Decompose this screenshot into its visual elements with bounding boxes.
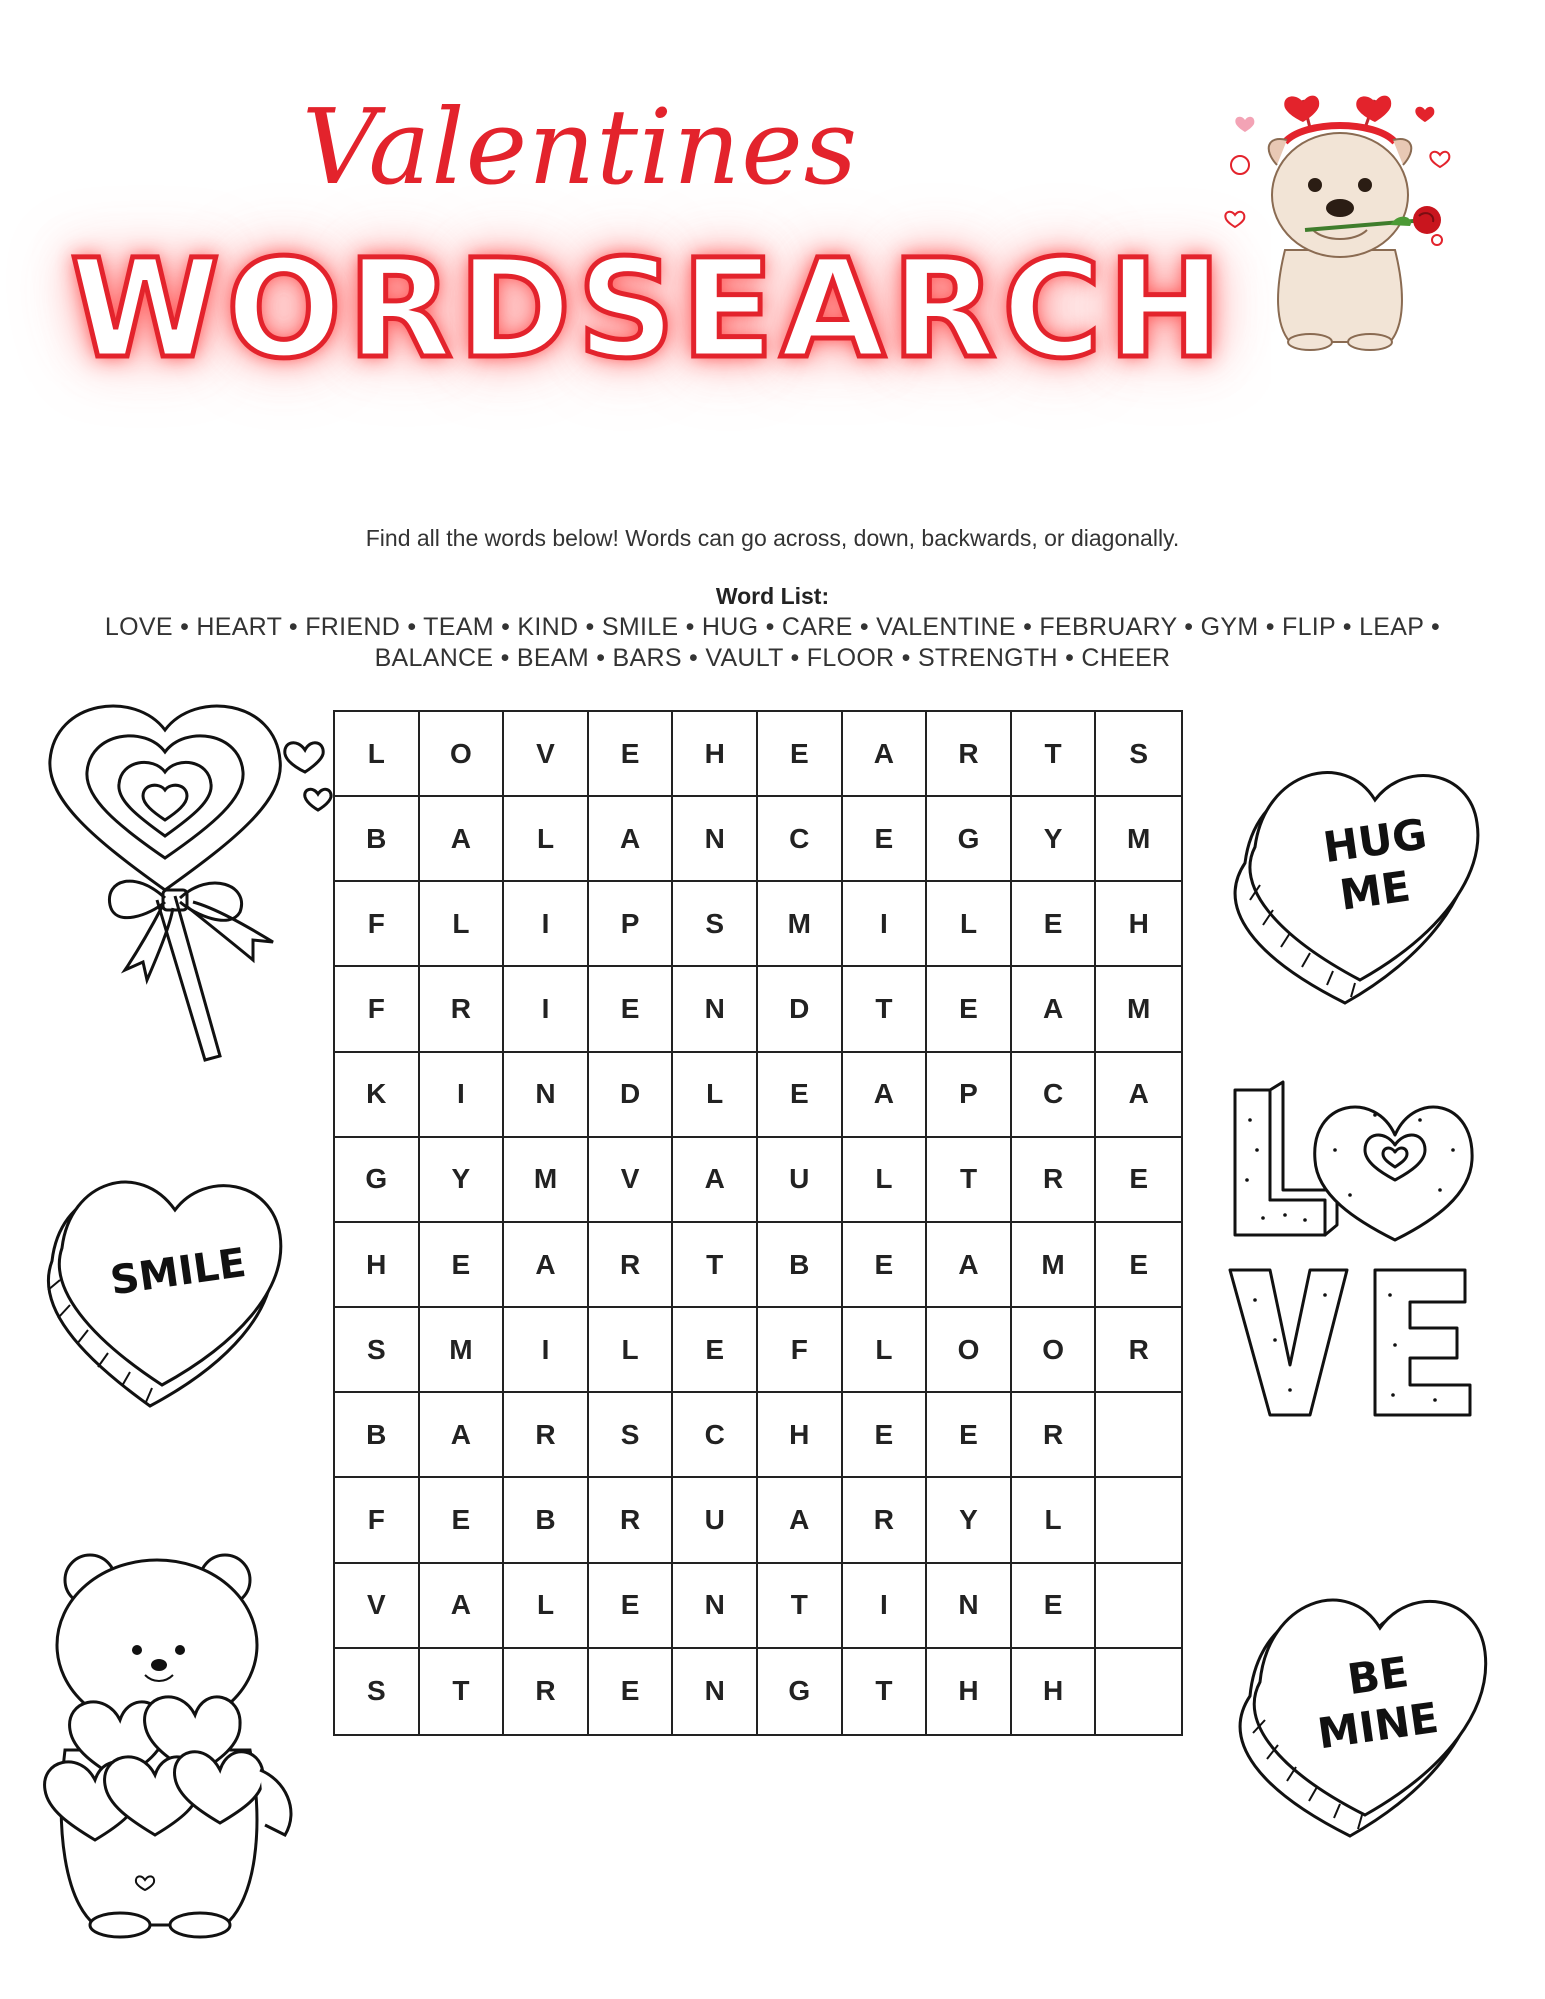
grid-cell[interactable]: A — [843, 712, 928, 797]
grid-cell[interactable]: B — [335, 1393, 420, 1478]
grid-cell[interactable]: A — [758, 1478, 843, 1563]
grid-cell[interactable]: M — [1012, 1223, 1097, 1308]
grid-cell[interactable]: G — [927, 797, 1012, 882]
grid-cell[interactable]: L — [673, 1053, 758, 1138]
grid-cell[interactable]: E — [589, 967, 674, 1052]
hug-line-1: HUG — [1320, 809, 1430, 873]
grid-cell[interactable]: L — [843, 1138, 928, 1223]
grid-cell[interactable]: K — [335, 1053, 420, 1138]
grid-cell[interactable]: E — [758, 1053, 843, 1138]
grid-cell[interactable]: G — [335, 1138, 420, 1223]
love-letters-illustration — [1225, 1080, 1515, 1420]
grid-cell[interactable]: A — [420, 797, 505, 882]
grid-cell[interactable]: P — [589, 882, 674, 967]
grid-cell[interactable]: F — [758, 1308, 843, 1393]
grid-cell[interactable]: B — [335, 797, 420, 882]
grid-cell[interactable]: E — [843, 1393, 928, 1478]
grid-cell[interactable] — [1096, 1649, 1181, 1734]
grid-cell[interactable] — [1096, 1393, 1181, 1478]
grid-cell[interactable]: R — [1012, 1393, 1097, 1478]
grid-cell[interactable]: T — [843, 1649, 928, 1734]
grid-cell[interactable]: N — [673, 797, 758, 882]
grid-cell[interactable]: D — [589, 1053, 674, 1138]
grid-cell[interactable]: A — [927, 1223, 1012, 1308]
grid-cell[interactable]: I — [843, 882, 928, 967]
grid-cell[interactable]: Y — [420, 1138, 505, 1223]
grid-cell[interactable]: Y — [1012, 797, 1097, 882]
grid-cell[interactable]: E — [843, 797, 928, 882]
grid-cell[interactable]: E — [927, 1393, 1012, 1478]
grid-cell[interactable]: H — [673, 712, 758, 797]
grid-cell[interactable]: H — [927, 1649, 1012, 1734]
grid-cell[interactable]: L — [927, 882, 1012, 967]
grid-cell[interactable]: A — [1012, 967, 1097, 1052]
grid-cell[interactable]: U — [758, 1138, 843, 1223]
grid-cell[interactable]: R — [1096, 1308, 1181, 1393]
grid-cell[interactable]: H — [758, 1393, 843, 1478]
be-mine-line-1: BE — [1344, 1647, 1412, 1705]
grid-cell[interactable]: F — [335, 1478, 420, 1563]
grid-cell[interactable]: T — [927, 1138, 1012, 1223]
title-wordsearch: WORDSEARCH — [70, 231, 1228, 389]
grid-cell[interactable]: I — [420, 1053, 505, 1138]
grid-cell[interactable]: S — [335, 1308, 420, 1393]
grid-cell[interactable]: A — [589, 797, 674, 882]
grid-cell[interactable]: L — [1012, 1478, 1097, 1563]
grid-cell[interactable]: E — [420, 1223, 505, 1308]
grid-cell[interactable]: I — [504, 967, 589, 1052]
grid-cell[interactable]: E — [758, 712, 843, 797]
grid-cell[interactable]: A — [420, 1393, 505, 1478]
grid-cell[interactable]: H — [1012, 1649, 1097, 1734]
grid-cell[interactable]: M — [1096, 797, 1181, 882]
grid-cell[interactable]: T — [758, 1564, 843, 1649]
grid-cell[interactable]: V — [589, 1138, 674, 1223]
grid-cell[interactable]: O — [420, 712, 505, 797]
grid-cell[interactable]: R — [420, 967, 505, 1052]
grid-cell[interactable] — [1096, 1564, 1181, 1649]
instructions: Find all the words below! Words can go across, down, backwards, or diagonally. — [365, 525, 1180, 551]
grid-cell[interactable]: A — [420, 1564, 505, 1649]
grid-cell[interactable]: N — [927, 1564, 1012, 1649]
grid-cell[interactable]: B — [758, 1223, 843, 1308]
grid-cell[interactable]: E — [1096, 1138, 1181, 1223]
grid-cell[interactable]: H — [1096, 882, 1181, 967]
grid-cell[interactable]: L — [504, 1564, 589, 1649]
grid-cell[interactable]: E — [589, 712, 674, 797]
grid-cell[interactable]: E — [589, 1649, 674, 1734]
wordsearch-grid — [333, 710, 1183, 1736]
grid-cell[interactable]: E — [1012, 1564, 1097, 1649]
grid-cell[interactable]: C — [758, 797, 843, 882]
grid-cell[interactable]: C — [1012, 1053, 1097, 1138]
grid-cell[interactable]: E — [673, 1308, 758, 1393]
grid-cell[interactable]: E — [927, 967, 1012, 1052]
grid-cell[interactable]: A — [504, 1223, 589, 1308]
grid-cell[interactable]: M — [504, 1138, 589, 1223]
grid-cell[interactable]: N — [673, 967, 758, 1052]
grid-cell[interactable]: R — [1012, 1138, 1097, 1223]
candy-heart-smile — [40, 1160, 300, 1405]
grid-cell[interactable]: O — [1012, 1308, 1097, 1393]
grid-cell[interactable]: T — [420, 1649, 505, 1734]
candy-heart-hug-me — [1215, 735, 1505, 1000]
hug-line-2: ME — [1336, 861, 1414, 920]
grid-cell[interactable]: M — [1096, 967, 1181, 1052]
grid-cell[interactable]: L — [420, 882, 505, 967]
grid-cell[interactable] — [1096, 1478, 1181, 1563]
grid-cell[interactable]: E — [420, 1478, 505, 1563]
word-list-heading: Word List: — [715, 583, 830, 609]
grid-cell[interactable]: R — [589, 1223, 674, 1308]
grid-cell[interactable]: E — [589, 1564, 674, 1649]
grid-cell[interactable]: N — [673, 1564, 758, 1649]
grid-cell[interactable]: S — [589, 1393, 674, 1478]
grid-cell[interactable]: N — [673, 1649, 758, 1734]
title-script: Valentines — [301, 86, 859, 208]
grid-cell[interactable]: Y — [927, 1478, 1012, 1563]
grid-cell[interactable]: M — [420, 1308, 505, 1393]
grid-cell[interactable]: T — [1012, 712, 1097, 797]
grid-cell[interactable]: L — [843, 1308, 928, 1393]
bulldog-illustration — [1215, 80, 1465, 350]
grid-cell[interactable]: G — [758, 1649, 843, 1734]
grid-cell[interactable]: F — [335, 967, 420, 1052]
word-list-line: LOVE • HEART • FRIEND • TEAM • KIND • SMILE • HUG • CARE • VALENTINE • FEBRUARY • GYM • FLIP • LEAP • — [104, 613, 1441, 641]
grid-cell[interactable]: N — [504, 1053, 589, 1138]
grid-cell[interactable]: E — [1096, 1223, 1181, 1308]
grid-cell[interactable]: T — [673, 1223, 758, 1308]
grid-cell[interactable]: I — [504, 1308, 589, 1393]
grid-cell[interactable]: R — [504, 1393, 589, 1478]
be-mine-line-2: MINE — [1314, 1692, 1442, 1759]
grid-cell[interactable]: V — [504, 712, 589, 797]
grid-cell[interactable]: A — [843, 1053, 928, 1138]
grid-cell[interactable]: U — [673, 1478, 758, 1563]
grid-cell[interactable]: E — [1012, 882, 1097, 967]
grid-cell[interactable]: O — [927, 1308, 1012, 1393]
grid-cell[interactable]: R — [927, 712, 1012, 797]
lollipop-illustration — [35, 690, 335, 1090]
grid-cell[interactable]: L — [589, 1308, 674, 1393]
grid-cell[interactable]: A — [1096, 1053, 1181, 1138]
grid-cell[interactable]: C — [673, 1393, 758, 1478]
word-list-line: BALANCE • BEAM • BARS • VAULT • FLOOR • STRENGTH • CHEER — [374, 644, 1171, 672]
grid-cell[interactable]: D — [758, 967, 843, 1052]
grid-cell[interactable]: S — [335, 1649, 420, 1734]
grid-cell[interactable]: R — [589, 1478, 674, 1563]
grid-cell[interactable]: E — [843, 1223, 928, 1308]
grid-cell[interactable]: V — [335, 1564, 420, 1649]
smile-text: SMILE — [107, 1239, 249, 1305]
grid-cell[interactable]: I — [843, 1564, 928, 1649]
grid-cell[interactable]: R — [843, 1478, 928, 1563]
candy-heart-be-mine — [1220, 1560, 1510, 1835]
bear-illustration — [35, 1550, 325, 1940]
grid-cell[interactable]: S — [1096, 712, 1181, 797]
grid-cell[interactable]: I — [504, 882, 589, 967]
grid-cell[interactable]: F — [335, 882, 420, 967]
grid-cell[interactable]: T — [843, 967, 928, 1052]
grid-cell[interactable]: L — [335, 712, 420, 797]
grid-cell[interactable]: M — [758, 882, 843, 967]
grid-cell[interactable]: L — [504, 797, 589, 882]
grid-cell[interactable]: S — [673, 882, 758, 967]
grid-cell[interactable]: B — [504, 1478, 589, 1563]
grid-cell[interactable]: R — [504, 1649, 589, 1734]
grid-cell[interactable]: P — [927, 1053, 1012, 1138]
grid-cell[interactable]: H — [335, 1223, 420, 1308]
grid-cell[interactable]: A — [673, 1138, 758, 1223]
